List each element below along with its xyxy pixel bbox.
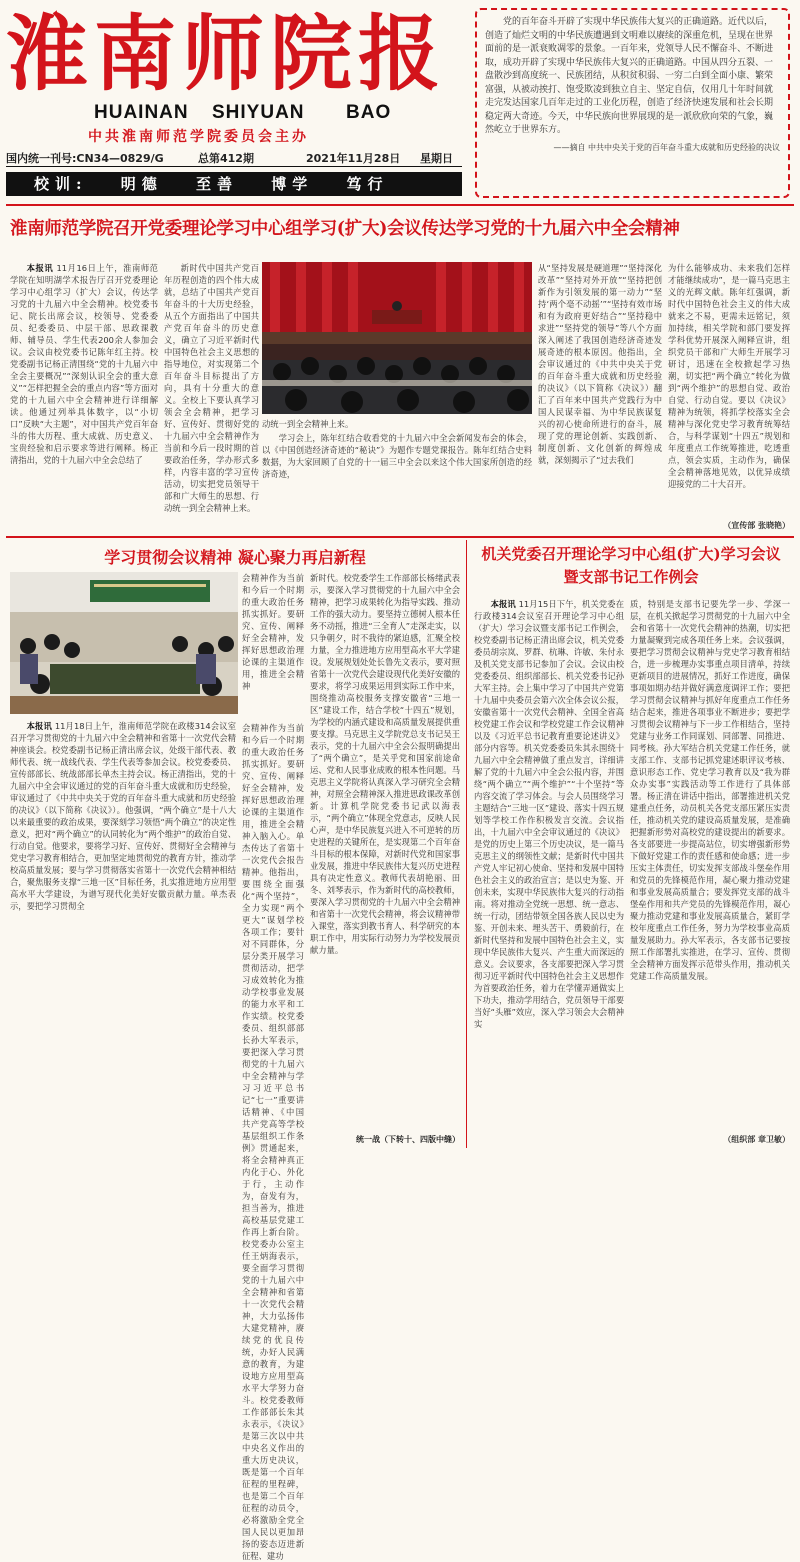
issn: 国内统一刊号:CN34—0829/G — [6, 152, 164, 165]
article1-col3a: 动统一到全会精神上来。 — [262, 419, 354, 429]
article1-col5 — [668, 262, 790, 520]
mid-rule — [6, 536, 794, 538]
quote-text: 党的百年奋斗开辟了实现中华民族伟大复兴的正确道路。近代以后，创造了灿烂文明的中华民族遭遇到文明难以赓续的深重危机，呈现在世界面前的是一派衰败凋零的景象。一百年来，党领导人民不懈奋斗、不断进取，成功开辟了实现中华民族伟大复兴的正确道路。中国从四分五裂、一盘散沙到高度统一、民族团结，从积贫积弱、一穷二白到全面小康、繁荣富强，从被动挨打、饱受欺凌到独立自主、坚定自信，仅用几十年时间就走完发达国家几百年走过的工业化历程，创造了经济快速发展和社会长期稳定两大奇迹。今天，中华民族向世界展现的是一派欣欣向荣的气象，巍然屹立于世界东方。 — [485, 17, 774, 135]
main-headline: 淮南师范学院召开党委理论学习中心组学习(扩大)会议传达学习党的十九届六中全会精神 — [10, 219, 680, 239]
forum-photo — [10, 572, 238, 714]
issue-number: 总第412期 — [198, 152, 254, 165]
newspaper-title: 淮南师院报 — [6, 6, 447, 102]
article2-lead: 本报讯 — [26, 721, 52, 731]
article2-text3: 新时代。校党委学生工作部部长杨绪武表示，要深入学习贯彻党的十九届六中全会精神，把学习成果转化为指导实践、推动工作的强大动力。要坚持立德树人根本任务不动摇，推进“三全育人”走深走实，以只争朝夕，时不我待的紧迫感，汇聚全校力量，全力推进地方应用型高水平大学建设。发展规划处处长鲁先文表示，要对照省第十一次党代会建设现代化美好安徽的要求，将学习成果运用到实际工作中来，围绕推动高校服务支撑安徽省“三地一区”建设工作，结合学校“十四五”规划，为学校的内涵式建设和高质量发展提供重要支撑。马克思主义学院党总支书记吴王表示，党的十九届六中全会公报明确提出了“两个确立”，是关乎党和国家前途命运、党和人民事业成败的根本性问题。马克思主义学院将认真深入学习研究全会精神，对照全会精神深入推进思政课改革创新。计算机学院党委书记武以海表示，“两个确立”体现全党意志，反映人民心声，是中华民族复兴进入不可逆转的历史进程的关键所在，是实现第二个百年奋斗目标的根本保障，对新时代党和国家事业发展，推进中华民族伟大复兴历史进程具有决定性意义。教师代表胡艳丽、田冬、刘琴表示，作为新时代的高校教师，要深入学习贯彻党的十九届六中全会精神和省第十一次党代会精神，将会议精神带入课堂，落实到教书育人、科学研究的本职工作中，用实际行动努力为学校发展贡献力量。 — [310, 573, 460, 955]
weekday: 星期日 — [420, 152, 453, 165]
article1-text3: 学习会上，陈年红结合收看党的十九届六中全会新闻发布会的体会，以《中国创造经济奇迹的“秘诀”》为题作专题党课报告。陈年红结合史料数据，为大家回顾了自党的十一届三中全会以来这个伟大国家所创造的经济奇迹， — [262, 433, 532, 479]
article3-text1: 11月15日下午，机关党委在行政楼314会议室召开理论学习中心组（扩大）学习会议暨支部书记工作例会，校党委副书记杨正清出席会议，机关党委委员胡宗岚、罗群、杭琳、许敏、朱付永及机关党支部书记参加了会议。会议由校党委委员、组织部部长、机关党委书记孙大军主持。会上集中学习了中国共产党第十九届中央委员会第六次全体会议公报，安徽省第十一次党代会精神、全国全省高校党建工作会议和学校党建工作会议精神以及《习近平总书记教育重要论述讲义》部分内容等。机关党委委员朱其永围绕十九届六中全会精神做了重点发言，详细讲解了党的十九届六中全会公报内容，并围绕“两个确立”“两个维护”“十个坚持”等内容交流了学习体会。与会人员围绕学习主题结合“三地一区”建设、落实十四五规划等学校工作作积极发言交流。会议指出，十九届六中全会审议通过的《决议》是党的历史上第三个历史决议，是一篇马克思主义的纲领性文献；是新时代中国共产党人牢记初心使命、坚持和发展中国特色社会主义的政治宣言；是以史为鉴、开创未来，实现中华民族伟大复兴的行动指南。将对推动全党统一思想、统一意志、统一行动，团结带领全国各族人民以史为鉴、开创未来、埋头苦干、勇毅前行，在新时代坚持和发展中国特色社会主义，实现中华民族伟大复兴、产生重大而深远的意义。会议要求，各支部要把深入学习贯彻习近平新时代中国特色社会主义思想作为首要政治任务，着力在学懂弄通做实上下功夫，推动学用结合，党员领导干部要当好“头雁”效应，深入学习领会大会精神实 — [474, 599, 624, 1029]
article2-col2 — [242, 722, 304, 1561]
article3-title-2: 暨支部书记工作例会 — [563, 568, 699, 586]
article1-text5: 为什么能够成功、未来我们怎样才能继续成功”，是一篇马克思主义的光辉文献。陈年红强调，新时代中国特色社会主义的伟大成就来之不易，更需未远铭记，须加持续，相关学院和部门要发挥学科优势开展深入阐释宣讲，组织党员干部和广大师生开展学习研讨，迅速在全校掀起学习热潮，切实把“两个确立”转化为做到“两个维护”的思想自觉、政治自觉、行动自觉。要以《决议》精神为统领，将抓学校落实全会精神与深化党史学习教育统筹结合，与科学谋划“十四五”规划和年度重点工作统筹推进，吃透重点，领会实质，主动作为，确保全会精神落地见效，以优异成绩迎接党的二十大召开。 — [668, 263, 790, 489]
article1-col2 — [164, 262, 259, 532]
column-divider — [466, 540, 467, 1148]
article1-signature: （宣传部 张晓艳） — [723, 521, 790, 530]
masthead-divider — [6, 166, 462, 167]
article3-signature: （组织部 章卫敏） — [723, 1135, 790, 1144]
article2-text2: 会精神作为当前和今后一个时期的重大政治任务抓实抓好。要研究、宣传、阐释好全会精神，发挥好思想政治理论课的主渠道作用，推进全会精神入脑入心。单杰传达了省第十一次党代会报告精神。他指出，要围绕全面强化“两个坚持”，全力实现“两个更大”谋划学校各项工作；要针对不同群体，分层分类开展学习贯彻活动，把学习成效转化为推动学校事业发展的能力水平和工作实绩。校党委委员、组织部部长孙大军表示，要把深入学习贯彻党的十九届六中全会精神与学习习近平总书记“七一”重要讲话精神、《中国共产党高等学校基层组织工作条例》贯通起来，将全会精神真正内化于心、外化于行，主动作为，奋发有为，担当善为，推进高校基层党建工作再上新台阶。校党委办公室主任王炳海表示，要全面学习贯彻党的十九届六中全会精神和省第十一次党代会精神，大力弘扬伟大建党精神，赓续党的优良传统，办好人民满意的教育，为建设地方应用型高水平大学努力奋斗。校党委教师工作部部长朱其永表示，《决议》是第三次以中共中央名义作出的重大历史决议，既是第一个百年征程的里程碑，也是第二个百年征程的动员令，必将激励全党全国人民以更加昂扬的姿态迈进新征程、建功 — [242, 723, 304, 1561]
pinyin-shiyuan: SHIYUAN — [212, 102, 305, 123]
article3-text2: 质，特别是支部书记要先学一步、学深一层，在机关掀起学习贯彻党的十九届六中全会和省第十一次党代会精神的热潮，切实把力量凝聚到完成各项任务上来。会议强调，要把学习贯彻会议精神与党史学习教育相结合，进一步梳理办实事重点项目清单，持续更新项目的进展情况，抓好工作进度，确保事项如期办结并做好满意度调评工作；要把学习贯彻会议精神与抓好年度重点工作任务结合起来，推进各项事业不断进步；要把学习贯彻会议精神与下一步工作相结合，坚持党建与业务工作同谋划、同部署、同推进、同考核。孙大军结合机关党建工作任务，就支部工作、支部书记抓党建述职评议考核、意识形态工作、党史学习教育以及“我为群众办实事”实践活动等工作进行了具体部署。杨正清在讲话中指出，部署推进机关党建重点任务，动员机关各党支部压紧压实责任，推动机关党的建设高质量发展，是准确把握新形势对高校党的建设提出的新要求。各支部要进一步提高站位，切实增强新形势下做好党建工作的责任感和使命感；进一步压实主体责任，切实发挥支部战斗堡垒作用和党员的先锋模范作用，凝心聚力推动党建和事业发展高质量合；要发挥党支部的战斗堡垒作用和共产党员的先锋模范作用，凝心聚力推动党建和事业发展高质量合，紧盯学校年度重点工作任务，努力为学校事业高质量发展助力。孙大军表示，各支部书记要按照工作部署扎实推进，在学习、宣传、贯彻全会精神方面发挥示范带头作用，推动机关党建工作高质量发展。 — [630, 599, 790, 981]
motto-label: 校训: — [34, 175, 88, 193]
article3-col2 — [630, 598, 790, 1134]
article3-title-1: 机关党委召开理论学习中心组(扩大)学习会议 — [481, 545, 781, 563]
article2-col3 — [310, 572, 460, 1134]
article2-col1 — [10, 720, 236, 1150]
article1-text1: 11月16日上午，淮南师范学院在知明湖学术报告厅召开党委理论学习中心组学习（扩大）会议，传达学习党的十九届六中全会精神。校党委书记、院长出席会议，校领导、党委委员、纪委委员、中层干部、思政课教师、辅导员、学生代表200余人参加会议。会议由校党委书记陈年红主持。校党委副书记杨正清围绕“党的十九届六中全会主要概况”“深刻认识全会的重大意义”“怎样把握全会的重点内容”等方面对党的十九届六中全会精神进行详细解读。他通过列举具体数字，以“小切口”反映“大主题”，对中国共产党百年奋斗的伟大历程、重大成就、历史意义、宝贵经验和启示要求等进行阐释。杨正清指出，党的十九届六中全会总结了 — [10, 263, 158, 465]
motto-4: 笃行 — [346, 175, 389, 193]
article2-text1: 11月18日上午，淮南师范学院在政楼314会议室召开学习贯彻党的十九届六中全会精神和省第十一次党代会精神座谈会。校党委副书记杨正清出席会议，处级干部代表、教师代表、统一战线代表、学生代表等参加会议。校党委委员、宣传部部长、统战部部长单杰主持会议。杨正清指出，党的十九届六中全会审议通过的党的百年奋斗重大成就和历史经验，审议通过了《中共中央关于党的百年奋斗重大成就和历史经验的决议》（以下简称《决议》）。他强调，“两个确立”是十八大以来最重要的政治成果，要深刻学习领悟“两个确立”的决定性意义，把对“两个确立”的认同转化为“两个维护”的政治自觉、行动自觉。他要求，要将学习好、宣传好、贯彻好全会精神与党史学习教育相结合，更加坚定地贯彻党的教育方针，推动学校高质量发展；要与学习贯彻落实省第十一次党代会精神相结合，聚焦服务支撑“三地一区”目标任务，扎实推进地方应用型高水平大学建设，为谱写现代化美好安徽贡献力量。单杰表示，要把学习贯彻全 — [10, 721, 237, 911]
article1-col3 — [262, 432, 532, 532]
article1-text4: 从“坚持发展是硬道理”“坚持深化改革”“坚持对外开放”“坚持把创新作为引领发展的第一动力”“坚持‘两个毫不动摇’”“坚持有效市场和有为政府更好结合”“坚持稳中求进”“坚持党的领导”等八个方面深入阐述了我国创造经济奇迹发展奇迹的根本原因。他指出，全会审议通过的《中共中央关于党的百年奋斗重大成就和历史经验的决议》（以下简称《决议》）翻汇了百年来中国共产党践行为中国人民谋幸福、为中华民族谋复兴的初心使命所进行的奋斗，展现了党的理论创新、实践创新、制度创新、文化创新的辉煌成就，深刻揭示了“过去我们 — [538, 263, 662, 465]
publish-date: 2021年11月28日 — [306, 152, 401, 165]
quote-box — [475, 8, 790, 198]
pinyin-bao: BAO — [346, 102, 392, 123]
school-motto — [6, 172, 462, 196]
motto-1: 明德 — [120, 175, 163, 193]
quote-source: ——摘自 中共中央关于党的百年奋斗重大成就和历史经验的决议 — [553, 142, 780, 152]
article2-continue: 统一战（下转十、四版中缝） — [356, 1135, 460, 1144]
article2-title: 学习贯彻会议精神 凝心聚力再启新程 — [104, 548, 366, 567]
article1-text2: 新时代中国共产党百年历程创造的四个伟大成就，总结了中国共产党百年奋斗的十大历史经验，从五个方面指出了中国共产党百年奋斗的历史意义，确立了习近平新时代中国特色社会主义思想的指导地位，对实现第二个百年奋斗目标提出了方向，具有十分重大的意义。全校上下要认真学习领会全会精神，把学习好、宣传好、贯彻好党的十九届六中全会精神作为当前和今后一段时期的首要政治任务，学办形式多样，内容丰富的学习宣传活动，切实把党员领导干部和广大师生的思想、行动统一到全会精神上来。 — [164, 263, 259, 513]
sponsor-line: 中共淮南师范学院委员会主办 — [88, 129, 309, 145]
pinyin-huainan: HUAINAN — [94, 102, 189, 123]
meeting-photo — [262, 262, 532, 414]
motto-2: 至善 — [196, 175, 239, 193]
motto-3: 博学 — [271, 175, 314, 193]
article3-lead: 本报讯 — [490, 599, 516, 609]
article3-col1 — [474, 598, 624, 1150]
article1-col4 — [538, 262, 662, 532]
top-rule — [6, 204, 794, 206]
article2-col2-top: 会精神作为当前和今后一个时期的重大政治任务抓实抓好。要研究、宣传、阐释好全会精神，发挥好思想政治理论课的主渠道作用，推进全会精神 — [242, 573, 304, 691]
article1-lead: 本报讯 — [26, 263, 54, 273]
article1-col1 — [10, 262, 158, 532]
